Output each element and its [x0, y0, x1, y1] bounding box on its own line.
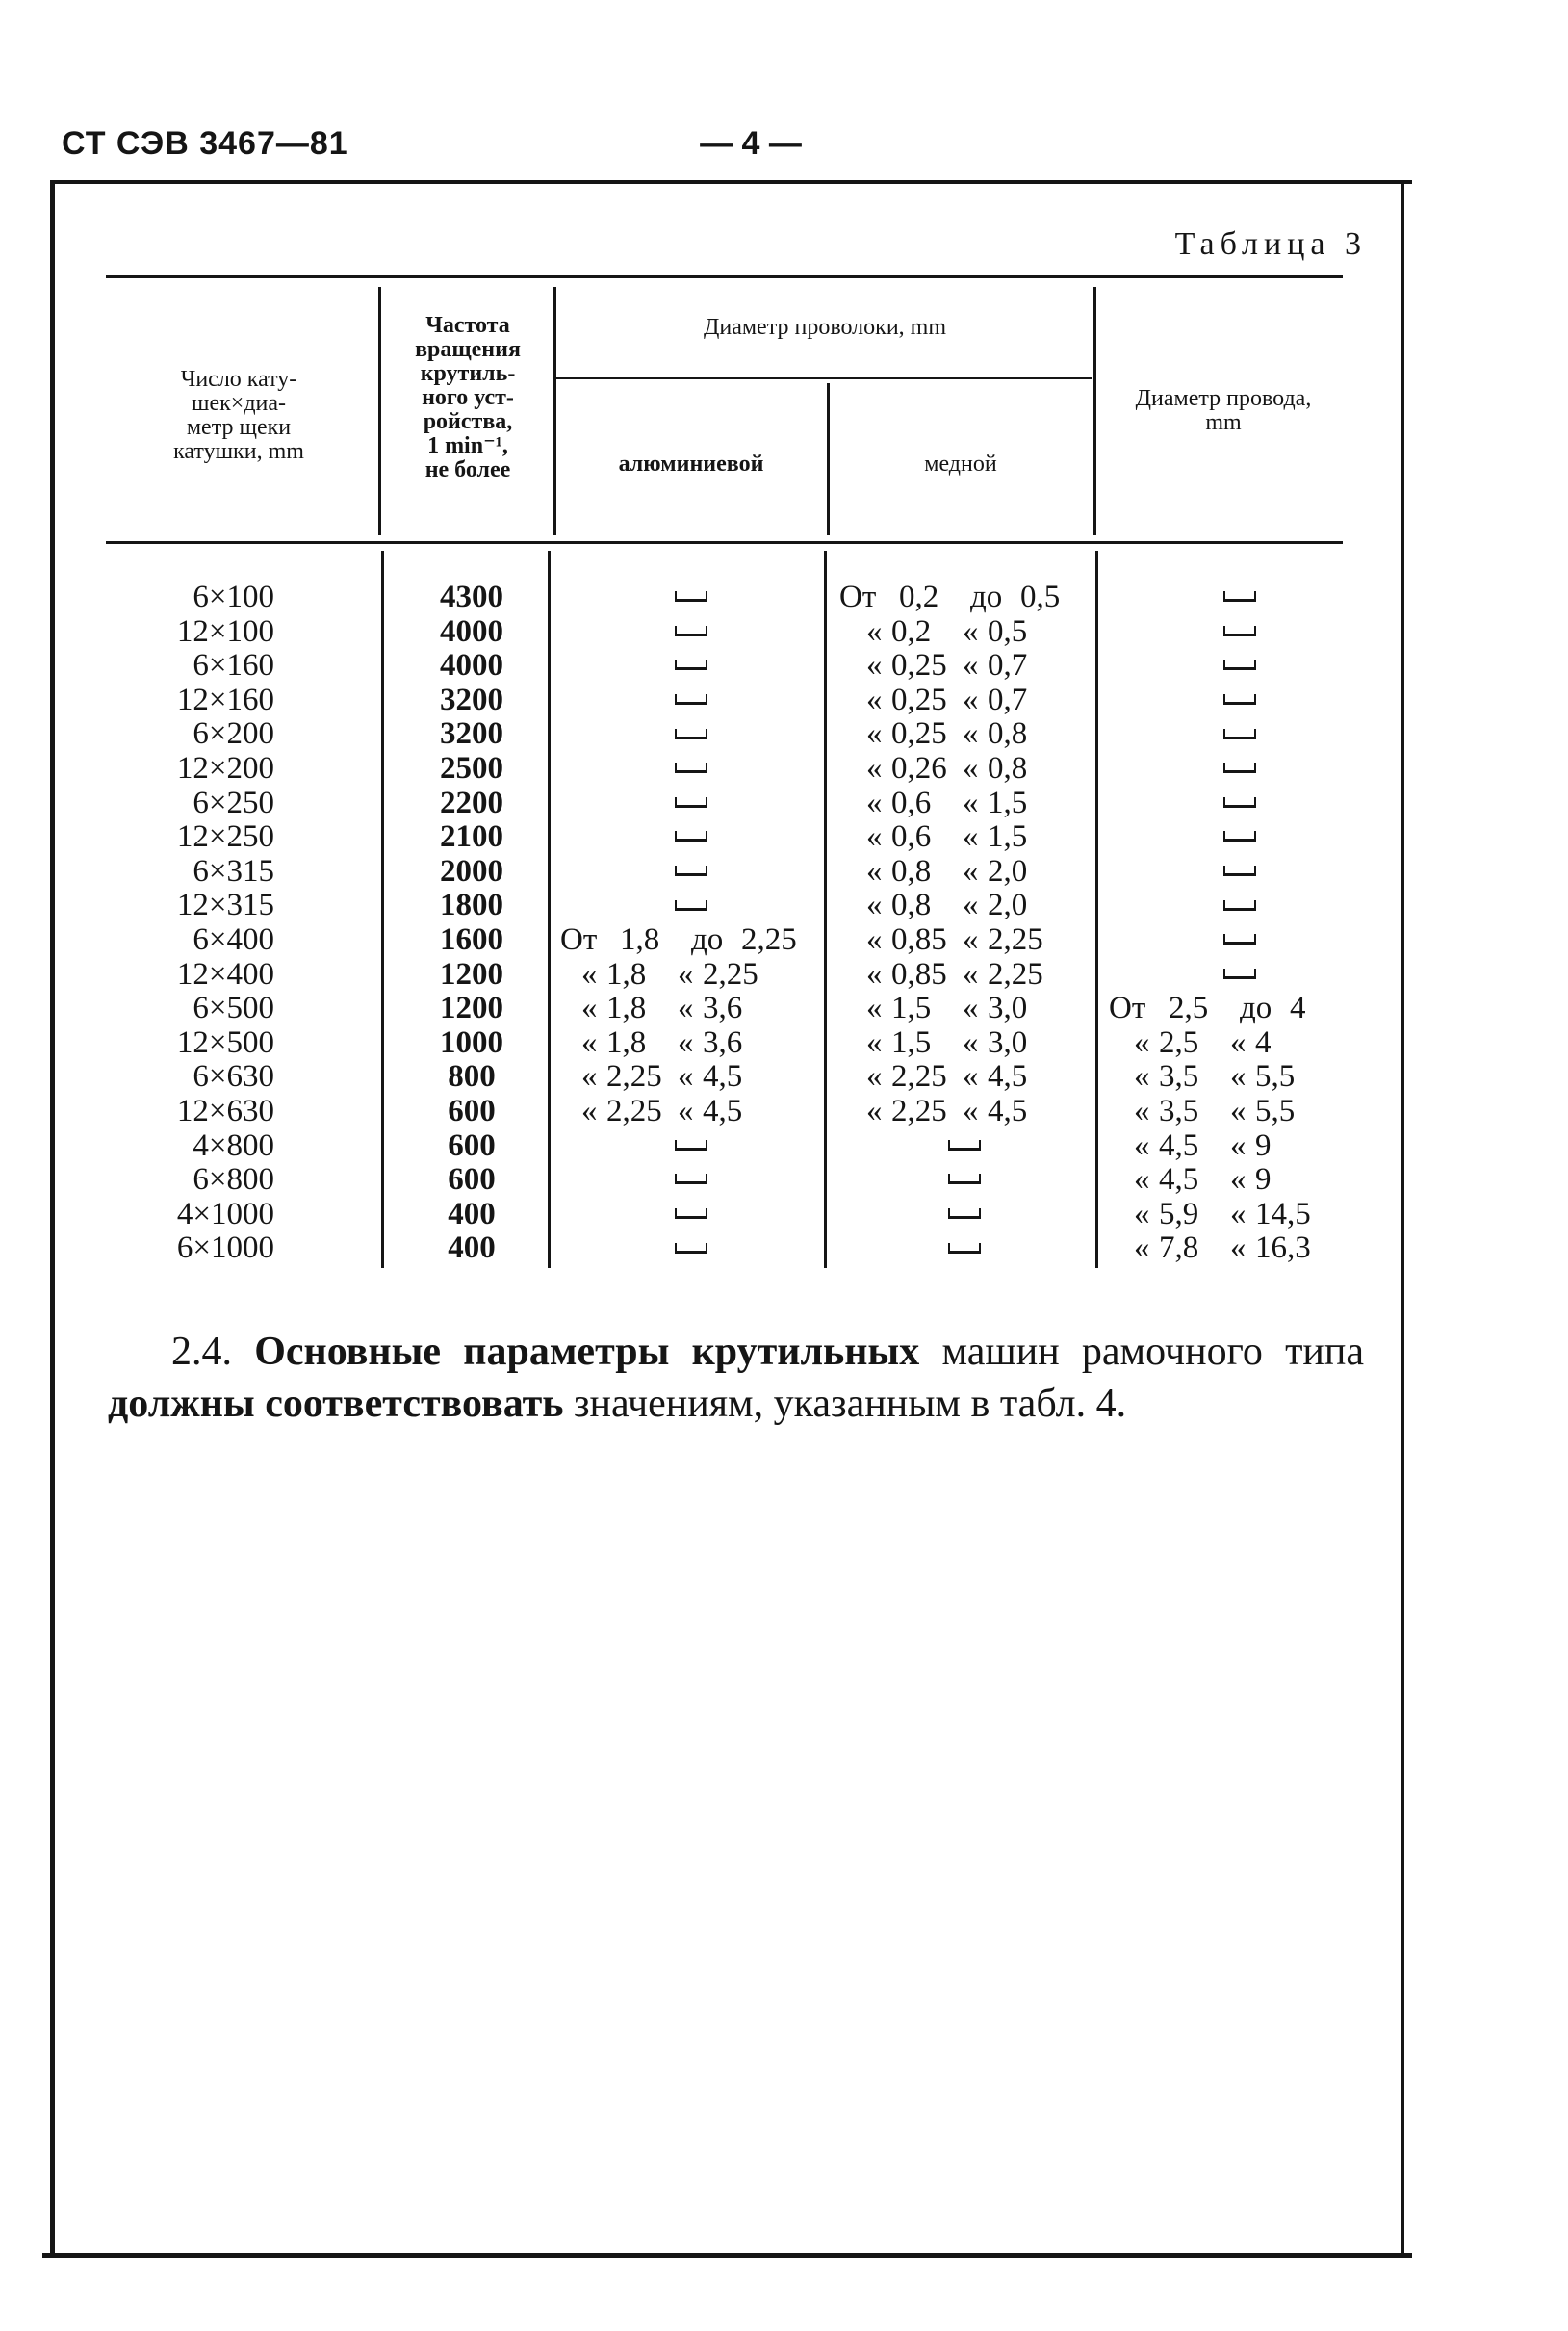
empty-dash: [1223, 873, 1256, 876]
empty-dash: [948, 1251, 981, 1254]
range-min: 2,25: [606, 1059, 662, 1095]
cell-cable: [1109, 1095, 1371, 1129]
cell-aluminium: [560, 615, 822, 650]
range-prefix: «: [866, 682, 883, 717]
range-min: 0,25: [891, 716, 947, 752]
header-speed-line: Частота: [425, 313, 510, 338]
cell-cable: [1109, 1060, 1371, 1095]
cell-speed: 600: [448, 1093, 496, 1128]
range-prefix: «: [866, 1093, 883, 1128]
cell-coil-size: 12×100: [176, 613, 274, 649]
empty-dash: [1223, 942, 1256, 945]
cell-coil-size: 12×500: [176, 1024, 274, 1060]
header-vrule-2: [553, 287, 556, 535]
range-connector: «: [963, 648, 979, 684]
cell-cable: [1109, 684, 1371, 718]
cell-coil-size: 6×250: [193, 785, 274, 820]
range-connector: «: [963, 888, 979, 923]
cell-copper: [839, 1026, 1090, 1061]
cell-speed: 400: [448, 1230, 496, 1266]
cell-aluminium: [560, 1026, 822, 1061]
cell-coil-size: 6×100: [193, 580, 274, 614]
cell-coil-size: 6×160: [193, 648, 274, 684]
cell-speed: 2200: [440, 785, 503, 820]
paragraph-text-1: Основные параметры крутильных: [254, 1330, 920, 1374]
range-prefix: «: [1134, 1093, 1150, 1128]
cell-coil-size: 12×160: [176, 682, 274, 717]
empty-dash: [1223, 770, 1256, 773]
body-vrule-4: [1095, 551, 1098, 1268]
cell-copper: [839, 787, 1090, 821]
empty-dash: [1223, 976, 1256, 979]
empty-dash: [1223, 908, 1256, 911]
range-connector: «: [963, 819, 979, 855]
paragraph-2-4: [108, 1326, 1364, 1430]
cell-aluminium: [560, 684, 822, 718]
cell-aluminium: [560, 717, 822, 752]
range-connector: «: [963, 853, 979, 889]
range-min: 4,5: [1159, 1162, 1199, 1198]
paragraph-number: 2.4.: [171, 1330, 232, 1374]
range-prefix: «: [1134, 1024, 1150, 1060]
range-min: 0,2: [899, 580, 939, 614]
range-prefix: «: [866, 921, 883, 957]
cell-aluminium: [560, 1095, 822, 1129]
cell-aluminium: [560, 581, 822, 615]
range-connector: «: [1230, 1093, 1247, 1128]
range-max: 1,5: [988, 785, 1028, 820]
range-max: 0,8: [988, 716, 1028, 752]
column-cable: [1109, 581, 1371, 1266]
cell-copper: [839, 1060, 1090, 1095]
range-connector: «: [1230, 1230, 1247, 1266]
cell-speed: 2500: [440, 750, 503, 786]
cell-coil-size: 4×1000: [176, 1196, 274, 1231]
cell-copper: [839, 717, 1090, 752]
header-vrule-1: [378, 287, 381, 535]
header-cable-line: Диаметр провода,: [1135, 386, 1312, 411]
range-min: 7,8: [1159, 1230, 1199, 1266]
range-connector: «: [963, 1024, 979, 1060]
range-prefix: От: [839, 580, 877, 614]
cell-aluminium: [560, 992, 822, 1026]
cell-speed: 1600: [440, 921, 503, 957]
range-min: 1,5: [891, 991, 932, 1026]
frame-right-rule: [1401, 180, 1404, 2258]
cell-speed: 1200: [440, 956, 503, 992]
cell-coil-size: 6×315: [193, 853, 274, 889]
range-prefix: От: [1109, 991, 1146, 1026]
cell-copper: [839, 855, 1090, 890]
cell-speed: 3200: [440, 716, 503, 752]
header-speed-line: 1 min⁻¹,: [427, 433, 508, 458]
cell-speed: 4000: [440, 648, 503, 684]
range-prefix: «: [866, 956, 883, 992]
cell-copper: [839, 1198, 1090, 1232]
cell-cable: [1109, 889, 1371, 923]
range-prefix: «: [866, 716, 883, 752]
empty-dash: [675, 1251, 707, 1254]
range-max: 0,7: [988, 648, 1028, 684]
header-speed-line: крутиль-: [420, 361, 516, 386]
cell-cable: [1109, 1198, 1371, 1232]
header-cable-line: mm: [1205, 410, 1242, 435]
cell-coil-size: 6×630: [193, 1059, 274, 1095]
cell-aluminium: [560, 1129, 822, 1164]
range-min: 0,6: [891, 785, 932, 820]
document-id: СТ СЭВ 3467—81: [62, 125, 348, 162]
range-min: 5,9: [1159, 1196, 1199, 1231]
cell-aluminium: [560, 1060, 822, 1095]
range-max: 2,0: [988, 888, 1028, 923]
cell-coil-size: 12×630: [176, 1093, 274, 1128]
empty-dash: [1223, 599, 1256, 602]
range-prefix: «: [1134, 1162, 1150, 1198]
range-min: 3,5: [1159, 1093, 1199, 1128]
empty-dash: [675, 737, 707, 739]
cell-cable: [1109, 923, 1371, 958]
range-prefix: «: [581, 1024, 598, 1060]
range-max: 2,25: [703, 956, 758, 992]
range-connector: «: [1230, 1162, 1247, 1198]
paragraph-text-4: значениям, указанным в табл. 4.: [573, 1382, 1127, 1426]
cell-aluminium: [560, 855, 822, 890]
range-connector: «: [963, 750, 979, 786]
range-max: 3,0: [988, 991, 1028, 1026]
range-min: 1,5: [891, 1024, 932, 1060]
header-bottom-rule: [106, 541, 1343, 544]
cell-copper: [839, 820, 1090, 855]
range-max: 4: [1290, 991, 1306, 1026]
cell-speed: 800: [448, 1059, 496, 1095]
cell-aluminium: [560, 1198, 822, 1232]
header-speed: [383, 314, 553, 482]
range-connector: до: [1240, 991, 1272, 1026]
range-max: 4,5: [988, 1059, 1028, 1095]
cell-coil-size: 4×800: [193, 1127, 274, 1163]
cell-coil-size: 12×400: [176, 956, 274, 992]
cell-copper: [839, 958, 1090, 993]
cell-cable: [1109, 581, 1371, 615]
range-connector: «: [678, 956, 694, 992]
empty-dash: [1223, 737, 1256, 739]
cell-copper: [839, 1129, 1090, 1164]
range-min: 2,25: [606, 1093, 662, 1128]
cell-cable: [1109, 1231, 1371, 1266]
range-min: 2,5: [1159, 1024, 1199, 1060]
cell-aluminium: [560, 1163, 822, 1198]
cell-coil-size: 6×500: [193, 991, 274, 1026]
range-connector: «: [1230, 1024, 1247, 1060]
range-connector: «: [1230, 1127, 1247, 1163]
range-prefix: «: [866, 1024, 883, 1060]
cell-cable: [1109, 787, 1371, 821]
range-min: 2,5: [1169, 991, 1209, 1026]
range-prefix: «: [866, 785, 883, 820]
range-connector: «: [963, 613, 979, 649]
range-min: 0,8: [891, 853, 932, 889]
empty-dash: [675, 702, 707, 705]
cell-copper: [839, 581, 1090, 615]
range-max: 9: [1255, 1162, 1272, 1198]
cell-cable: [1109, 1129, 1371, 1164]
range-min: 1,8: [606, 991, 647, 1026]
header-size-line: шек×диа-: [191, 391, 287, 416]
frame-bottom-rule: [42, 2253, 1412, 2258]
cell-aluminium: [560, 752, 822, 787]
cell-cable: [1109, 752, 1371, 787]
header-speed-line: ного уст-: [422, 385, 514, 410]
empty-dash: [1223, 805, 1256, 808]
cell-speed: 600: [448, 1162, 496, 1198]
range-min: 2,25: [891, 1093, 947, 1128]
paragraph-text-3: должны соответствовать: [108, 1382, 564, 1426]
empty-dash: [1223, 667, 1256, 670]
range-prefix: «: [866, 613, 883, 649]
range-min: 1,8: [606, 956, 647, 992]
range-max: 0,5: [1020, 580, 1061, 614]
table-caption: Таблица 3: [1174, 226, 1367, 262]
range-connector: «: [963, 785, 979, 820]
cell-cable: [1109, 958, 1371, 993]
range-max: 0,8: [988, 750, 1028, 786]
range-min: 3,5: [1159, 1059, 1199, 1095]
range-connector: «: [678, 1024, 694, 1060]
range-min: 0,85: [891, 921, 947, 957]
header-size-line: метр щеки: [186, 415, 292, 440]
range-min: 0,2: [891, 613, 932, 649]
range-prefix: «: [866, 750, 883, 786]
range-connector: «: [678, 1093, 694, 1128]
cell-cable: [1109, 992, 1371, 1026]
cell-cable: [1109, 615, 1371, 650]
range-max: 16,3: [1255, 1230, 1311, 1266]
empty-dash: [675, 873, 707, 876]
range-prefix: «: [1134, 1230, 1150, 1266]
empty-dash: [675, 805, 707, 808]
cell-coil-size: 6×800: [193, 1162, 274, 1198]
body-vrule-1: [381, 551, 384, 1268]
cell-speed: 600: [448, 1127, 496, 1163]
range-max: 3,6: [703, 1024, 743, 1060]
cell-aluminium: [560, 649, 822, 684]
cell-speed: 3200: [440, 682, 503, 717]
range-prefix: «: [581, 956, 598, 992]
cell-speed: 4300: [440, 580, 503, 614]
range-max: 4,5: [703, 1059, 743, 1095]
empty-dash: [1223, 634, 1256, 636]
empty-dash: [675, 1148, 707, 1151]
header-size-line: Число кату-: [180, 367, 297, 392]
range-prefix: «: [866, 819, 883, 855]
range-max: 5,5: [1255, 1059, 1296, 1095]
range-connector: до: [691, 921, 724, 957]
range-prefix: «: [1134, 1196, 1150, 1231]
cell-coil-size: 12×200: [176, 750, 274, 786]
header-speed-line: не более: [424, 457, 511, 482]
range-max: 4: [1255, 1024, 1272, 1060]
header-cable-diameter: [1097, 387, 1350, 435]
column-speed: [395, 581, 549, 1266]
cell-aluminium: [560, 787, 822, 821]
cell-copper: [839, 752, 1090, 787]
range-connector: «: [1230, 1059, 1247, 1095]
range-connector: «: [963, 1059, 979, 1095]
range-max: 0,7: [988, 682, 1028, 717]
empty-dash: [1223, 702, 1256, 705]
body-vrule-3: [824, 551, 827, 1268]
cell-cable: [1109, 1026, 1371, 1061]
range-min: 0,8: [891, 888, 932, 923]
header-group-rule: [556, 377, 1092, 379]
range-connector: «: [1230, 1196, 1247, 1231]
frame-left-rule: [50, 180, 55, 2258]
cell-copper: [839, 1095, 1090, 1129]
cell-copper: [839, 1163, 1090, 1198]
column-aluminium: [560, 581, 822, 1266]
cell-coil-size: 12×315: [176, 888, 274, 923]
cell-coil-size: 6×1000: [176, 1230, 274, 1266]
range-max: 2,0: [988, 853, 1028, 889]
header-speed-line: ройства,: [423, 409, 513, 434]
range-max: 2,25: [741, 921, 797, 957]
range-max: 4,5: [988, 1093, 1028, 1128]
cell-cable: [1109, 855, 1371, 890]
header-vrule-4: [1093, 287, 1096, 535]
range-prefix: «: [866, 991, 883, 1026]
cell-speed: 400: [448, 1196, 496, 1231]
range-prefix: «: [866, 648, 883, 684]
empty-dash: [675, 908, 707, 911]
cell-speed: 1200: [440, 991, 503, 1026]
cell-coil-size: 12×250: [176, 819, 274, 855]
empty-dash: [675, 1216, 707, 1219]
range-min: 0,26: [891, 750, 947, 786]
cell-aluminium: [560, 1231, 822, 1266]
cell-coil-size: 6×200: [193, 716, 274, 752]
range-max: 2,25: [988, 921, 1043, 957]
cell-cable: [1109, 649, 1371, 684]
cell-aluminium: [560, 889, 822, 923]
cell-aluminium: [560, 820, 822, 855]
empty-dash: [675, 839, 707, 842]
column-coil-size: [91, 581, 274, 1266]
cell-speed: 4000: [440, 613, 503, 649]
range-max: 9: [1255, 1127, 1272, 1163]
range-max: 1,5: [988, 819, 1028, 855]
range-prefix: От: [560, 921, 598, 957]
range-prefix: «: [581, 1059, 598, 1095]
cell-copper: [839, 889, 1090, 923]
cell-copper: [839, 649, 1090, 684]
frame-top-rule: [52, 180, 1412, 184]
cell-aluminium: [560, 923, 822, 958]
header-aluminium: алюминиевой: [618, 452, 764, 477]
cell-cable: [1109, 1163, 1371, 1198]
empty-dash: [675, 667, 707, 670]
cell-speed: 2000: [440, 853, 503, 889]
range-max: 2,25: [988, 956, 1043, 992]
range-min: 1,8: [606, 1024, 647, 1060]
cell-copper: [839, 615, 1090, 650]
range-connector: «: [678, 991, 694, 1026]
range-max: 14,5: [1255, 1196, 1311, 1231]
cell-copper: [839, 684, 1090, 718]
range-connector: «: [963, 956, 979, 992]
cell-cable: [1109, 820, 1371, 855]
range-prefix: «: [866, 853, 883, 889]
cell-coil-size: 6×400: [193, 921, 274, 957]
page-number: — 4 —: [700, 125, 802, 162]
range-min: 2,25: [891, 1059, 947, 1095]
empty-dash: [948, 1181, 981, 1184]
empty-dash: [675, 599, 707, 602]
empty-dash: [675, 634, 707, 636]
empty-dash: [948, 1216, 981, 1219]
cell-copper: [839, 923, 1090, 958]
range-connector: «: [963, 716, 979, 752]
range-min: 0,25: [891, 648, 947, 684]
range-min: 4,5: [1159, 1127, 1199, 1163]
range-prefix: «: [866, 1059, 883, 1095]
cell-speed: 1800: [440, 888, 503, 923]
table-top-rule: [106, 275, 1343, 278]
header-size-line: катушки, mm: [173, 439, 304, 464]
range-min: 1,8: [620, 921, 660, 957]
range-connector: до: [970, 580, 1003, 614]
range-max: 4,5: [703, 1093, 743, 1128]
empty-dash: [675, 770, 707, 773]
range-max: 3,0: [988, 1024, 1028, 1060]
range-prefix: «: [1134, 1059, 1150, 1095]
range-prefix: «: [1134, 1127, 1150, 1163]
cell-cable: [1109, 717, 1371, 752]
range-prefix: «: [581, 1093, 598, 1128]
header-size: [108, 368, 370, 464]
range-max: 3,6: [703, 991, 743, 1026]
range-min: 0,85: [891, 956, 947, 992]
header-wire-diameter-group: Диаметр проволоки, mm: [704, 315, 946, 340]
range-connector: «: [963, 991, 979, 1026]
range-max: 0,5: [988, 613, 1028, 649]
paragraph-text-2: машин рамочного типа: [941, 1330, 1365, 1374]
header-copper: медной: [924, 452, 997, 477]
range-connector: «: [963, 1093, 979, 1128]
range-connector: «: [963, 682, 979, 717]
range-connector: «: [678, 1059, 694, 1095]
range-prefix: «: [581, 991, 598, 1026]
cell-aluminium: [560, 958, 822, 993]
range-prefix: «: [866, 888, 883, 923]
cell-speed: 2100: [440, 819, 503, 855]
range-max: 5,5: [1255, 1093, 1296, 1128]
cell-copper: [839, 992, 1090, 1026]
column-copper: [839, 581, 1090, 1266]
header-speed-line: вращения: [415, 337, 521, 362]
range-connector: «: [963, 921, 979, 957]
empty-dash: [948, 1148, 981, 1151]
empty-dash: [1223, 839, 1256, 842]
cell-copper: [839, 1231, 1090, 1266]
range-min: 0,25: [891, 682, 947, 717]
empty-dash: [675, 1181, 707, 1184]
range-min: 0,6: [891, 819, 932, 855]
cell-speed: 1000: [440, 1024, 503, 1060]
